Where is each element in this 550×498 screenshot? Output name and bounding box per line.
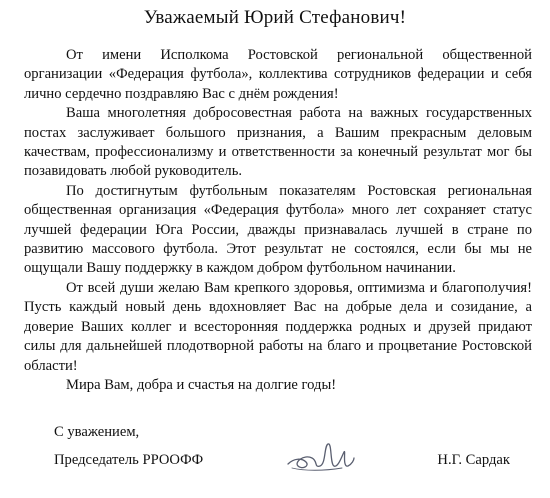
letter-paragraph: Ваша многолетняя добросовестная работа на важных государственных постах заслуживает большого признания, а Вашим прекрасным деловым качествам, профессионализму и ответственности за конечный результат мог бы позавидовать любой руководитель. (24, 105, 532, 180)
signatory-position: Председатель РРООФФ (54, 452, 204, 468)
letter-paragraph: Мира Вам, добра и счастья на долгие годы! (66, 376, 337, 393)
signatory-name: Н.Г. Сардак (437, 452, 510, 468)
letter-greeting: Уважаемый Юрий Стефанович! (143, 7, 407, 28)
letter-paragraph: От имени Исполкома Ростовской региональной общественной организации «Федерация футбола», коллектива сотрудников федерации и себя лично сердечно поздравляю Вас с днём рождения! (24, 47, 532, 102)
letter-body (24, 46, 532, 395)
signature-block (54, 452, 532, 476)
letter-paragraph: От всей души желаю Вам крепкого здоровья, оптимизма и благополучия! Пусть каждый новый день вдохновляет Вас на добрые дела и созидание, а доверие Ваших коллег и всесторонняя поддержка родных и друзей придают силы для дальнейшей плодотворной работы на благо и процветание Ростовской области! (24, 279, 532, 374)
letter-closing: С уважением, (54, 424, 140, 440)
letter-paragraph: По достигнутым футбольным показателям Ростовская региональная общественная организация «Федерация футбола» много лет сохраняет статус лучшей федерации Юга России, дважды признавалась лучшей в стране по развитию массового футбола. Этот результат не состоялся, если бы мы не ощущали Вашу поддержку в каждом добром футбольном начинании. (24, 182, 532, 277)
handwritten-signature-icon (284, 438, 356, 476)
